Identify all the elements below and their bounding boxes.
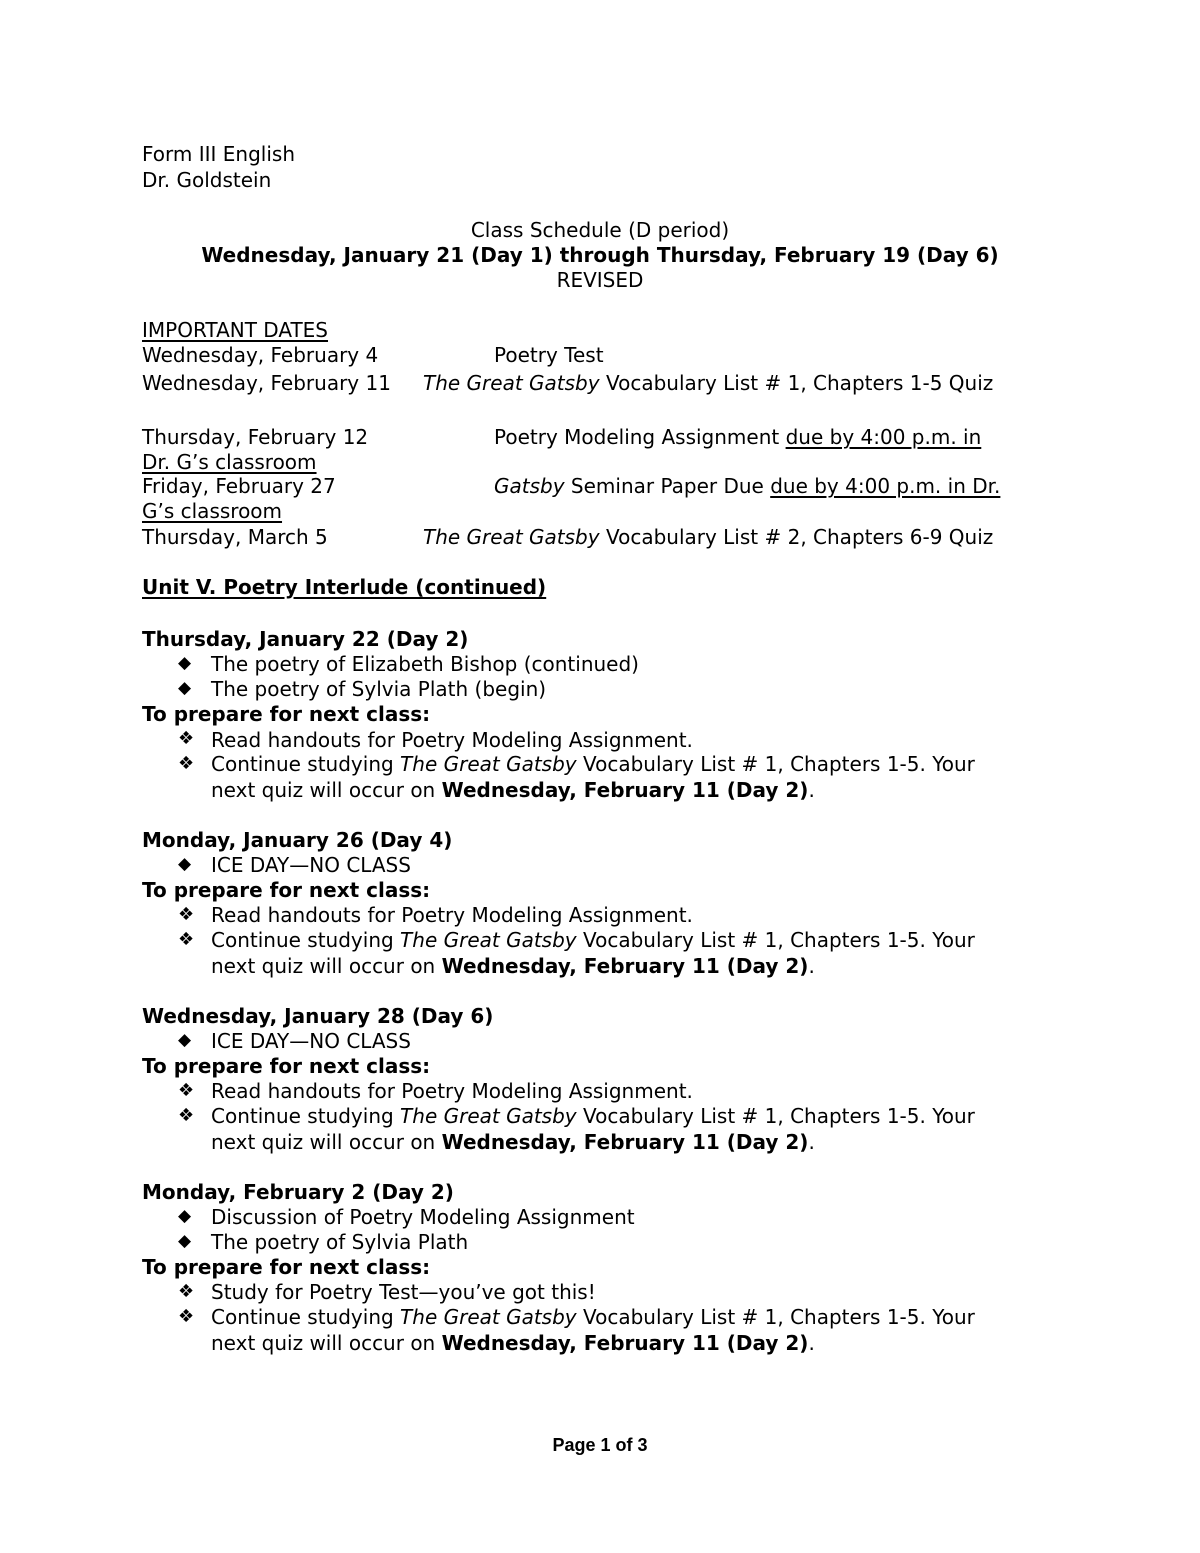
important-dates-heading: IMPORTANT DATES xyxy=(142,318,329,342)
prepare-heading: To prepare for next class: xyxy=(142,702,431,726)
class-item: The poetry of Sylvia Plath xyxy=(211,1230,469,1254)
day-heading: Monday, February 2 (Day 2) xyxy=(142,1180,454,1204)
prep-item-continued: next quiz will occur on Wednesday, February 11 (Day 2). xyxy=(211,1130,815,1154)
important-date: Thursday, February 12 xyxy=(142,425,369,449)
important-event: Poetry Modeling Assignment due by 4:00 p.m. in xyxy=(494,425,982,449)
prep-item: Continue studying The Great Gatsby Vocabulary List # 1, Chapters 1-5. Your xyxy=(211,1305,975,1329)
important-event: The Great Gatsby Vocabulary List # 1, Chapters 1-5 Quiz xyxy=(423,371,994,395)
diamond-bullet-icon: ◆ xyxy=(178,1231,192,1251)
class-item: Discussion of Poetry Modeling Assignment xyxy=(211,1205,635,1229)
star-bullet-icon: ❖ xyxy=(178,904,195,925)
important-event: Poetry Test xyxy=(494,343,604,367)
prepare-heading: To prepare for next class: xyxy=(142,1255,431,1279)
prep-item-continued: next quiz will occur on Wednesday, February 11 (Day 2). xyxy=(211,778,815,802)
important-event: Gatsby Seminar Paper Due due by 4:00 p.m. in Dr. xyxy=(494,474,1001,498)
prep-item-continued: next quiz will occur on Wednesday, February 11 (Day 2). xyxy=(211,954,815,978)
prep-item: Continue studying The Great Gatsby Vocabulary List # 1, Chapters 1-5. Your xyxy=(211,752,975,776)
revised-label: REVISED xyxy=(556,268,644,292)
prep-item: Read handouts for Poetry Modeling Assignment. xyxy=(211,903,693,927)
star-bullet-icon: ❖ xyxy=(178,1105,195,1126)
star-bullet-icon: ❖ xyxy=(178,929,195,950)
prep-item: Study for Poetry Test—you’ve got this! xyxy=(211,1280,596,1304)
class-item: ICE DAY—NO CLASS xyxy=(211,853,411,877)
important-event-continued: G’s classroom xyxy=(142,499,283,523)
star-bullet-icon: ❖ xyxy=(178,1306,195,1327)
important-event: The Great Gatsby Vocabulary List # 2, Chapters 6-9 Quiz xyxy=(423,525,994,549)
important-date: Wednesday, February 11 xyxy=(142,371,391,395)
prepare-heading: To prepare for next class: xyxy=(142,1054,431,1078)
prep-item: Read handouts for Poetry Modeling Assignment. xyxy=(211,1079,693,1103)
diamond-bullet-icon: ◆ xyxy=(178,1030,192,1050)
star-bullet-icon: ❖ xyxy=(178,1281,195,1302)
important-event-continued: Dr. G’s classroom xyxy=(142,450,317,474)
star-bullet-icon: ❖ xyxy=(178,1080,195,1101)
unit-heading: Unit V. Poetry Interlude (continued) xyxy=(142,575,547,599)
schedule-title: Class Schedule (D period) xyxy=(470,218,730,242)
diamond-bullet-icon: ◆ xyxy=(178,653,192,673)
star-bullet-icon: ❖ xyxy=(178,753,195,774)
day-heading: Thursday, January 22 (Day 2) xyxy=(142,627,469,651)
teacher-name: Dr. Goldstein xyxy=(142,168,272,192)
prep-item-continued: next quiz will occur on Wednesday, February 11 (Day 2). xyxy=(211,1331,815,1355)
date-range: Wednesday, January 21 (Day 1) through Thursday, February 19 (Day 6) xyxy=(201,243,999,267)
prepare-heading: To prepare for next class: xyxy=(142,878,431,902)
prep-item: Continue studying The Great Gatsby Vocabulary List # 1, Chapters 1-5. Your xyxy=(211,1104,975,1128)
star-bullet-icon: ❖ xyxy=(178,728,195,749)
page-number: Page 1 of 3 xyxy=(552,1435,648,1455)
diamond-bullet-icon: ◆ xyxy=(178,678,192,698)
important-date: Thursday, March 5 xyxy=(142,525,328,549)
day-heading: Wednesday, January 28 (Day 6) xyxy=(142,1004,494,1028)
diamond-bullet-icon: ◆ xyxy=(178,1206,192,1226)
class-item: ICE DAY—NO CLASS xyxy=(211,1029,411,1053)
class-item: The poetry of Elizabeth Bishop (continued) xyxy=(211,652,639,676)
prep-item: Read handouts for Poetry Modeling Assignment. xyxy=(211,728,693,752)
important-date: Friday, February 27 xyxy=(142,474,336,498)
course-name: Form III English xyxy=(142,142,296,166)
prep-item: Continue studying The Great Gatsby Vocabulary List # 1, Chapters 1-5. Your xyxy=(211,928,975,952)
important-date: Wednesday, February 4 xyxy=(142,343,379,367)
class-item: The poetry of Sylvia Plath (begin) xyxy=(211,677,547,701)
day-heading: Monday, January 26 (Day 4) xyxy=(142,828,453,852)
diamond-bullet-icon: ◆ xyxy=(178,854,192,874)
